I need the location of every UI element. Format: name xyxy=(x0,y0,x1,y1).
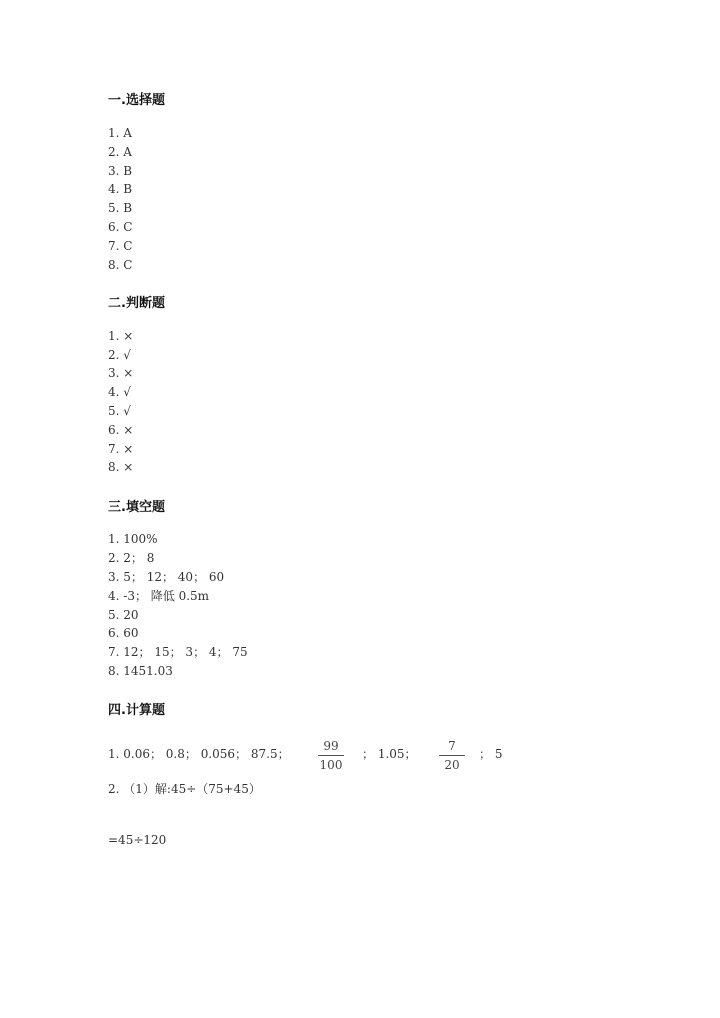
answer-line: 2. √ xyxy=(108,348,131,362)
calc-line-2: 2. （1）解:45÷（75+45） xyxy=(108,782,261,796)
answer-line: 4. -3； 降低 0.5m xyxy=(108,589,210,603)
fraction-99-100 xyxy=(318,738,344,773)
answer-line: 3. × xyxy=(108,366,134,380)
answer-line: 7. C xyxy=(108,239,133,253)
fraction-denominator: 20 xyxy=(444,758,460,772)
answer-line: 6. × xyxy=(108,423,134,437)
calc-line-1-part-b: ； 1.05； xyxy=(362,747,417,761)
calc-line-1-part-a: 1. 0.06； 0.8； 0.056； 87.5； xyxy=(108,747,290,761)
answer-line: 1. × xyxy=(108,329,134,343)
answer-line: 3. B xyxy=(108,164,133,178)
fraction-numerator: 99 xyxy=(323,739,339,753)
section-title-choice: 一.选择题 xyxy=(108,93,165,108)
answer-line: 4. B xyxy=(108,182,133,196)
fraction-bar xyxy=(318,755,344,756)
answer-line: 2. A xyxy=(108,145,132,159)
answer-line: 8. 1451.03 xyxy=(108,664,173,678)
section-title-judgement: 二.判断题 xyxy=(108,296,165,311)
answer-line: 8. × xyxy=(108,460,134,474)
answer-line: 2. 2； 8 xyxy=(108,551,155,565)
answer-line: 5. √ xyxy=(108,404,131,418)
answer-line: 8. C xyxy=(108,258,133,272)
section-title-fill-blank: 三.填空题 xyxy=(108,500,165,515)
answer-line: 7. × xyxy=(108,442,134,456)
fraction-denominator: 100 xyxy=(319,758,343,772)
answer-line: 1. A xyxy=(108,126,132,140)
fraction-7-20 xyxy=(439,738,465,773)
answer-line: 6. C xyxy=(108,220,133,234)
answer-line: 4. √ xyxy=(108,385,131,399)
fraction-bar xyxy=(439,755,465,756)
section-title-calculation: 四.计算题 xyxy=(108,703,165,718)
fraction-numerator: 7 xyxy=(448,739,456,753)
answer-line: 7. 12； 15； 3； 4； 75 xyxy=(108,645,248,659)
answer-line: 5. B xyxy=(108,201,133,215)
answer-line: 3. 5； 12； 40； 60 xyxy=(108,570,225,584)
answer-line: 6. 60 xyxy=(108,626,139,640)
answer-line: 5. 20 xyxy=(108,608,139,622)
answer-line: 1. 100% xyxy=(108,532,158,546)
calc-line-1-part-c: ； 5 xyxy=(479,747,503,761)
calc-line-3: =45÷120 xyxy=(108,833,167,847)
